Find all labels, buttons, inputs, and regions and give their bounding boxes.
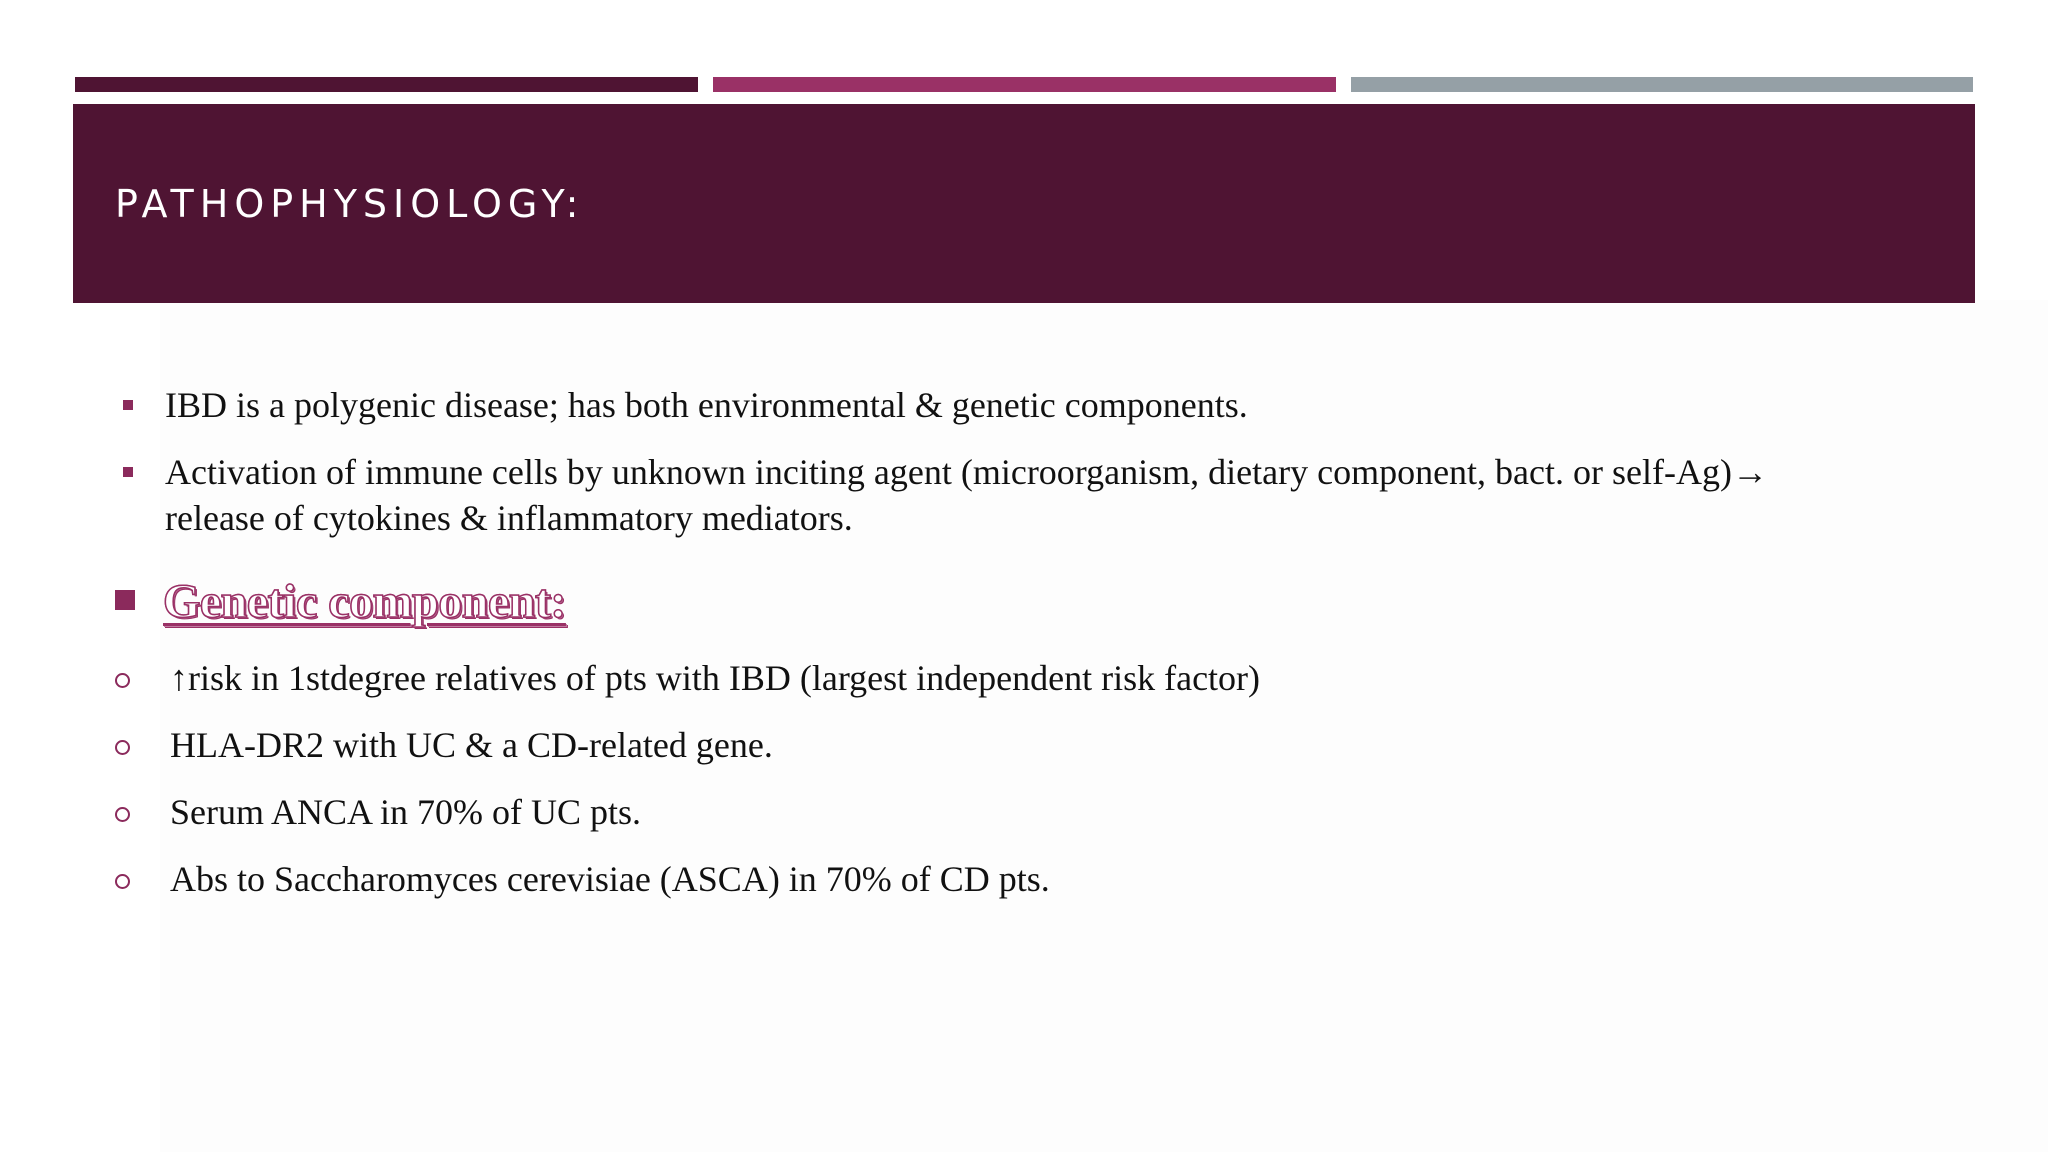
- accent-bar-gray: [1351, 77, 1973, 92]
- section-heading: Genetic component:: [163, 575, 566, 628]
- sub-bullet-text: Serum ANCA in 70% of UC pts.: [170, 792, 642, 832]
- large-square-bullet-icon: [115, 590, 135, 610]
- sub-bullet-text: HLA-DR2 with UC & a CD-related gene.: [170, 725, 773, 765]
- title-band: [73, 104, 1975, 303]
- bullet-text-line-2: release of cytokines & inflammatory mediators.: [165, 498, 853, 538]
- bullet-text-line-1: Activation of immune cells by unknown inciting agent (microorganism, dietary component, bact. or self-Ag)→: [165, 452, 1768, 492]
- hollow-circle-bullet-icon: [115, 740, 130, 755]
- accent-bar-magenta: [713, 77, 1336, 92]
- sub-bullet-text: ↑risk in 1stdegree relatives of pts with IBD (largest independent risk factor): [170, 658, 1261, 698]
- accent-bar-plum: [75, 77, 698, 92]
- slide-title: PATHOPHYSIOLOGY:: [115, 182, 585, 226]
- sub-bullet-text: Abs to Saccharomyces cerevisiae (ASCA) in 70% of CD pts.: [170, 859, 1050, 899]
- hollow-circle-bullet-icon: [115, 807, 130, 822]
- hollow-circle-bullet-icon: [115, 874, 130, 889]
- small-square-bullet-icon: [123, 467, 133, 477]
- small-square-bullet-icon: [123, 400, 133, 410]
- bullet-text: IBD is a polygenic disease; has both environmental & genetic components.: [165, 385, 1248, 425]
- hollow-circle-bullet-icon: [115, 673, 130, 688]
